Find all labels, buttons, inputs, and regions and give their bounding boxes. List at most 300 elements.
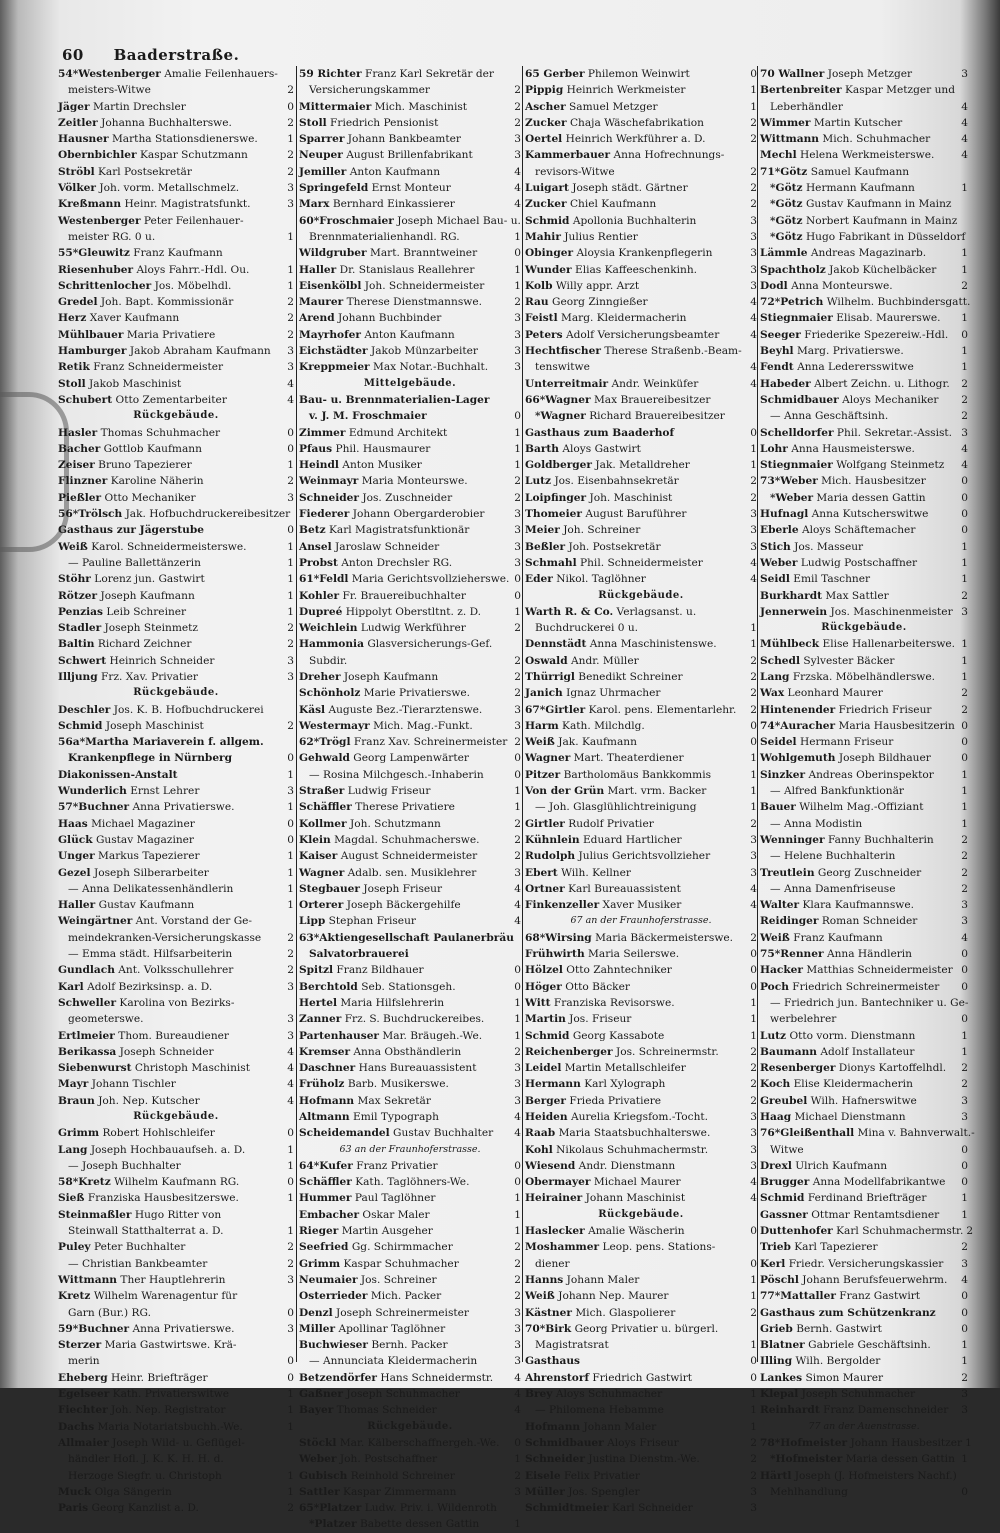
directory-entry xyxy=(760,262,968,278)
floor-number: 3 xyxy=(514,133,521,146)
entry-text xyxy=(58,473,284,489)
resident-name: Burkhardt xyxy=(760,589,823,602)
floor-number: 0 xyxy=(961,328,968,341)
occupation: Bernhard Einkassierer xyxy=(332,198,455,211)
directory-entry xyxy=(760,604,968,620)
directory-entry xyxy=(525,799,757,815)
floor-number: 3 xyxy=(514,556,521,569)
floor-number: 4 xyxy=(514,165,521,178)
directory-entry xyxy=(299,1256,521,1272)
entry-text xyxy=(525,1451,747,1467)
directory-entry xyxy=(58,310,294,326)
floor-number: 3 xyxy=(514,312,521,325)
directory-entry xyxy=(58,1370,294,1386)
resident-name: Kremser xyxy=(299,1045,351,1058)
floor-number: 2 xyxy=(287,312,294,325)
directory-entry xyxy=(525,441,757,457)
directory-entry xyxy=(58,473,294,489)
entry-text xyxy=(760,1158,958,1174)
entry-text xyxy=(299,490,511,506)
resident-name: Beßler xyxy=(525,540,566,553)
floor-number: 2 xyxy=(750,182,757,195)
resident-name: Haas xyxy=(58,817,88,830)
floor-number: 0 xyxy=(961,719,968,732)
occupation: — Joseph Buchhalter xyxy=(68,1159,181,1172)
resident-name: Muck xyxy=(58,1485,92,1498)
entry-text xyxy=(760,164,965,180)
resident-name: Stadler xyxy=(58,622,102,635)
directory-entry xyxy=(58,653,294,669)
entry-text xyxy=(760,669,958,685)
occupation: Glasversicherungs-Gef. xyxy=(367,638,493,651)
occupation: Fr. Brauereibuchhalter xyxy=(342,589,466,602)
directory-entry xyxy=(299,555,521,571)
occupation: — Anna Delikatessenhändlerin xyxy=(68,882,234,895)
entry-text xyxy=(770,229,965,245)
floor-number xyxy=(965,229,968,245)
resident-name: Riesenhuber xyxy=(58,263,134,276)
resident-name: Eberle xyxy=(760,524,799,537)
entry-text xyxy=(58,1125,284,1141)
occupation: Ernst Monteur xyxy=(371,182,451,195)
directory-entry xyxy=(525,1190,757,1206)
resident-name: Gasthaus zum Baaderhof xyxy=(525,426,675,439)
occupation: Maria Hausbesitzerin xyxy=(838,719,955,732)
entry-text xyxy=(299,962,511,978)
floor-number: 2 xyxy=(287,1257,294,1270)
directory-entry xyxy=(58,604,294,620)
floor-number: 3 xyxy=(287,1273,294,1286)
occupation: Ferdinand Briefträger xyxy=(807,1192,927,1205)
entry-text xyxy=(525,473,747,489)
floor-number xyxy=(291,1207,294,1223)
resident-name: Westenberger xyxy=(58,214,141,227)
occupation: Richard Brauereibesitzer xyxy=(589,410,725,423)
entry-text xyxy=(525,490,747,506)
entry-text xyxy=(309,408,511,424)
floor-number: 3 xyxy=(287,1322,294,1335)
resident-name: Hermann xyxy=(525,1078,581,1091)
directory-entry xyxy=(58,1158,294,1174)
resident-name: Loipfinger xyxy=(525,491,587,504)
entry-text xyxy=(525,750,747,766)
floor-number: 3 xyxy=(287,198,294,211)
occupation: Joh. Nep. Registrator xyxy=(111,1404,226,1417)
floor-number: 1 xyxy=(514,426,521,439)
entry-text xyxy=(58,767,284,783)
floor-number xyxy=(965,213,968,229)
floor-number xyxy=(965,82,968,98)
floor-number: 1 xyxy=(750,1404,757,1417)
entry-text xyxy=(760,1305,958,1321)
resident-name: Gasthaus zum Schützenkranz xyxy=(760,1306,936,1319)
floor-number: 3 xyxy=(750,1127,757,1140)
resident-name: Hofmann xyxy=(299,1094,355,1107)
entry-text xyxy=(299,343,511,359)
floor-number: 4 xyxy=(287,1078,294,1091)
resident-name: Wittmann xyxy=(58,1273,118,1286)
section-heading: Rückgebäude. xyxy=(598,1208,684,1220)
resident-name: Lankes xyxy=(760,1371,803,1384)
page-number: 60 xyxy=(62,46,84,64)
floor-number: 2 xyxy=(750,1453,757,1466)
directory-entry xyxy=(760,1125,975,1141)
entry-text xyxy=(525,555,747,571)
directory-entry xyxy=(299,539,521,555)
occupation: Mich. Maschinist xyxy=(374,100,468,113)
resident-name: Haller xyxy=(58,899,96,912)
occupation: Babette dessen Gattin xyxy=(360,1518,480,1531)
floor-number: 2 xyxy=(961,703,968,716)
resident-name: Drexl xyxy=(760,1159,792,1172)
resident-name: Baltin xyxy=(58,638,95,651)
floor-number: 0 xyxy=(750,1225,757,1238)
floor-number xyxy=(291,913,294,929)
entry-text xyxy=(299,147,511,163)
resident-name: *Platzer xyxy=(309,1518,357,1531)
resident-name: Oswald xyxy=(525,654,568,667)
resident-name: Höger xyxy=(525,980,562,993)
occupation: Barb. Musikerswe. xyxy=(347,1078,449,1091)
resident-name: *Weber xyxy=(770,491,814,504)
floor-number: 4 xyxy=(514,182,521,195)
entry-text xyxy=(58,164,284,180)
resident-name: Hölzel xyxy=(525,964,563,977)
floor-number: 2 xyxy=(961,866,968,879)
directory-entry xyxy=(58,1288,294,1304)
directory-entry xyxy=(525,848,757,864)
occupation: Martha Stationsdienerswe. xyxy=(111,133,258,146)
floor-number: 2 xyxy=(514,833,521,846)
entry-text xyxy=(68,1451,291,1467)
floor-number: 2 xyxy=(961,377,968,390)
directory-entry xyxy=(299,1321,521,1337)
entry-text xyxy=(299,278,511,294)
floor-number: 2 xyxy=(287,638,294,651)
resident-name: 70 Wallner xyxy=(760,68,825,80)
entry-text xyxy=(299,1321,511,1337)
floor-number: 2 xyxy=(750,475,757,488)
entry-text xyxy=(525,457,747,473)
occupation: Matthias Schneidermeister xyxy=(806,964,953,977)
floor-number: 0 xyxy=(514,1159,521,1172)
entry-text xyxy=(58,783,284,799)
directory-entry xyxy=(58,962,294,978)
floor-number: 2 xyxy=(961,687,968,700)
directory-entry xyxy=(58,278,294,294)
occupation: Franz Karl Sekretär der xyxy=(365,68,494,80)
occupation: — Annunciata Kleidermacherin xyxy=(309,1355,478,1368)
floor-number xyxy=(754,604,757,620)
entry-text xyxy=(299,1386,511,1402)
directory-entry xyxy=(299,473,521,489)
occupation: Anna Lederersswitwe xyxy=(797,361,914,374)
floor-number xyxy=(291,995,294,1011)
floor-number: 1 xyxy=(750,996,757,1009)
resident-name: Gassner xyxy=(760,1208,808,1221)
entry-text xyxy=(299,1337,511,1353)
entry-text xyxy=(525,1044,747,1060)
resident-name: Eheberg xyxy=(58,1371,108,1384)
section-heading: Mittelgebäude. xyxy=(363,377,457,389)
occupation: Adalb. sen. Musiklehrer xyxy=(347,866,477,879)
directory-entry xyxy=(525,99,757,115)
street-title: Baaderstraße. xyxy=(113,46,240,64)
occupation: Gottlob Kaufmann xyxy=(103,442,202,455)
occupation: Hans Schneidermstr. xyxy=(380,1371,494,1384)
resident-name: Stöhr xyxy=(58,573,91,586)
entry-text xyxy=(68,930,284,946)
occupation: Anna Hausmeisterswe. xyxy=(791,442,915,455)
occupation: Kaspar Schuhmacher xyxy=(343,1257,459,1270)
occupation: Gustav Buchhalter xyxy=(393,1127,494,1140)
resident-name: *Hofmeister xyxy=(770,1453,843,1466)
directory-entry xyxy=(760,359,968,375)
floor-number: 1 xyxy=(287,768,294,781)
floor-number xyxy=(291,213,294,229)
entry-text xyxy=(58,995,291,1011)
entry-text xyxy=(760,1060,958,1076)
floor-number: 4 xyxy=(514,1371,521,1384)
occupation: Reinhold Schreiner xyxy=(350,1469,455,1482)
resident-name: Greubel xyxy=(760,1094,808,1107)
occupation: Jakob Küchelbäcker xyxy=(829,263,937,276)
floor-number: 1 xyxy=(287,589,294,602)
occupation: Maria Gastwirtswe. Krä- xyxy=(104,1339,237,1352)
floor-number: 1 xyxy=(287,1225,294,1238)
resident-name: Jemiller xyxy=(299,165,347,178)
occupation: Kath. Privatierswitwe xyxy=(112,1388,230,1401)
entry-text xyxy=(525,1386,747,1402)
directory-entry xyxy=(58,669,294,685)
resident-name: Raab xyxy=(525,1127,556,1140)
directory-entry xyxy=(299,229,521,245)
resident-name: Bauer xyxy=(760,801,796,814)
entry-text xyxy=(760,115,958,131)
occupation: Joseph Metzger xyxy=(827,68,913,80)
floor-number: 0 xyxy=(287,1355,294,1368)
entry-text xyxy=(68,1223,284,1239)
directory-entry xyxy=(760,164,968,180)
occupation: Paul Taglöhner xyxy=(354,1192,436,1205)
occupation: Julius Rentier xyxy=(564,230,638,243)
directory-entry xyxy=(58,506,294,522)
floor-number: 0 xyxy=(750,736,757,749)
floor-number: 1 xyxy=(514,1208,521,1221)
directory-entry xyxy=(525,865,757,881)
directory-entry xyxy=(58,457,294,473)
entry-text xyxy=(58,865,284,881)
occupation: Wolfgang Steinmetz xyxy=(836,459,945,472)
directory-entry xyxy=(760,734,968,750)
resident-name: Ertlmeier xyxy=(58,1029,115,1042)
floor-number: 4 xyxy=(514,1111,521,1123)
entry-text xyxy=(68,946,284,962)
resident-name: Salvatorbrauerei xyxy=(309,948,409,961)
resident-name: Mahir xyxy=(525,230,561,243)
entry-text xyxy=(58,506,291,522)
entry-text xyxy=(760,506,958,522)
resident-name: Schmahl xyxy=(525,556,577,569)
entry-text xyxy=(525,278,747,294)
directory-entry xyxy=(58,636,294,652)
entry-text xyxy=(760,653,958,669)
directory-entry xyxy=(299,1158,521,1174)
directory-entry xyxy=(760,685,968,701)
entry-text xyxy=(770,1451,958,1467)
section-heading: Rückgebäude. xyxy=(598,589,684,601)
occupation: Wilhelm Mag.-Offiziant xyxy=(799,801,924,814)
directory-entry xyxy=(58,425,294,441)
floor-number: 2 xyxy=(750,817,757,830)
directory-entry xyxy=(760,783,968,799)
occupation: Karl Schuhmachermstr. xyxy=(836,1225,964,1238)
directory-entry xyxy=(760,147,968,163)
resident-name: Girtler xyxy=(525,817,565,830)
resident-name: Schäffler xyxy=(299,1176,352,1189)
occupation: Maria dessen Gattin xyxy=(845,1453,955,1466)
directory-entry xyxy=(760,1353,968,1369)
entry-text xyxy=(760,1402,958,1418)
floor-number xyxy=(518,1500,521,1516)
directory-entry xyxy=(760,327,968,343)
resident-name: Seefried xyxy=(299,1241,349,1254)
occupation: Peter Buchhalter xyxy=(93,1241,186,1254)
floor-number xyxy=(518,946,521,962)
occupation: Amalie Feilenhauers- xyxy=(164,68,278,80)
resident-name: 68*Wirsing xyxy=(525,931,592,944)
resident-name: Puley xyxy=(58,1241,91,1254)
resident-name: Pöschl xyxy=(760,1273,799,1286)
directory-entry xyxy=(58,294,294,310)
occupation: Joh. Maschinist xyxy=(589,491,673,504)
resident-name: Gaßner xyxy=(299,1388,343,1401)
occupation: Emil Typograph xyxy=(353,1111,439,1123)
directory-entry xyxy=(525,1158,757,1174)
directory-entry xyxy=(299,1288,521,1304)
directory-entry xyxy=(760,66,968,82)
resident-name: Ebert xyxy=(525,866,558,879)
floor-number: 3 xyxy=(287,670,294,683)
resident-name: Eichstädter xyxy=(299,345,368,358)
occupation: Karl Magistratsfunktionär xyxy=(328,524,470,537)
resident-name: Daschner xyxy=(299,1062,356,1075)
entry-text xyxy=(535,408,754,424)
directory-entry xyxy=(525,881,757,897)
floor-number: 1 xyxy=(287,133,294,146)
floor-number: 3 xyxy=(750,263,757,276)
resident-name: Schmidtmeier xyxy=(525,1502,609,1515)
floor-number: 1 xyxy=(514,996,521,1009)
entry-text xyxy=(760,897,958,913)
occupation: Roman Schneider xyxy=(821,915,918,928)
entry-text xyxy=(58,1190,284,1206)
entry-text xyxy=(58,196,284,212)
entry-text xyxy=(525,930,747,946)
entry-text xyxy=(525,1305,747,1321)
directory-entry xyxy=(760,278,968,294)
floor-number: 0 xyxy=(961,1322,968,1335)
directory-entry xyxy=(299,1109,521,1125)
entry-text xyxy=(760,1125,975,1141)
floor-number xyxy=(291,734,294,750)
directory-entry xyxy=(525,327,757,343)
floor-number: 1 xyxy=(287,459,294,472)
occupation: Jakob Abraham Kaufmann xyxy=(129,345,271,358)
floor-number: 1 xyxy=(750,1388,757,1401)
entry-text xyxy=(299,245,511,261)
directory-entry xyxy=(58,930,294,946)
entry-text xyxy=(58,147,284,163)
resident-name: Fendt xyxy=(760,361,794,374)
directory-entry xyxy=(760,881,968,897)
entry-text xyxy=(68,555,284,571)
directory-entry xyxy=(525,1468,757,1484)
occupation: Anna Hofrechnungs- xyxy=(613,149,725,162)
entry-text xyxy=(525,180,747,196)
directory-entry xyxy=(525,66,757,82)
occupation: Joseph Michael Bau- u. xyxy=(397,214,521,227)
entry-text xyxy=(58,636,284,652)
occupation: Heinr. Briefträger xyxy=(111,1371,208,1384)
floor-number: 0 xyxy=(961,1143,968,1156)
directory-entry xyxy=(299,816,521,832)
occupation: Otto Mechaniker xyxy=(104,491,196,504)
resident-name: Moshammer xyxy=(525,1241,600,1254)
occupation: Ernst Lehrer xyxy=(130,785,200,798)
entry-text xyxy=(58,278,284,294)
floor-number xyxy=(291,66,294,82)
directory-entry xyxy=(299,1484,521,1500)
resident-name: Spachtholz xyxy=(760,263,826,276)
floor-number: 3 xyxy=(287,980,294,993)
floor-number: 2 xyxy=(750,1436,757,1449)
resident-name: Unterreitmair xyxy=(525,377,609,390)
floor-number xyxy=(521,213,524,229)
resident-name: Hufnagl xyxy=(760,508,809,521)
floor-number: 3 xyxy=(750,247,757,260)
column-4 xyxy=(760,66,975,1500)
floor-number: 0 xyxy=(287,1371,294,1384)
entry-text xyxy=(299,310,511,326)
occupation: Aloys Schäftemacher xyxy=(801,524,916,537)
section-heading: Rückgebäude. xyxy=(133,410,219,422)
directory-entry xyxy=(525,408,757,424)
occupation: meisters-Witwe xyxy=(68,84,151,97)
directory-entry xyxy=(760,816,968,832)
floor-number: 3 xyxy=(287,361,294,374)
occupation: Joseph Bildhauer xyxy=(838,752,931,765)
floor-number: 4 xyxy=(287,1062,294,1075)
resident-name: Mechl xyxy=(760,149,797,162)
resident-name: Kreppmeier xyxy=(299,361,370,374)
occupation: Jos. Schreiner xyxy=(360,1273,437,1286)
directory-entry xyxy=(58,1451,294,1467)
entry-text xyxy=(58,1435,291,1451)
directory-entry xyxy=(58,1321,294,1337)
entry-text xyxy=(525,1370,747,1386)
floor-number: 4 xyxy=(514,882,521,895)
occupation: Heinrich Schneider xyxy=(109,654,215,667)
entry-text xyxy=(525,685,747,701)
entry-text xyxy=(299,995,511,1011)
floor-number: 2 xyxy=(287,296,294,309)
floor-number: 2 xyxy=(961,1062,968,1075)
floor-number: 3 xyxy=(961,1404,968,1417)
directory-entry xyxy=(58,1190,294,1206)
floor-number xyxy=(518,636,521,652)
occupation: Ther Hauptlehrerin xyxy=(120,1273,226,1286)
